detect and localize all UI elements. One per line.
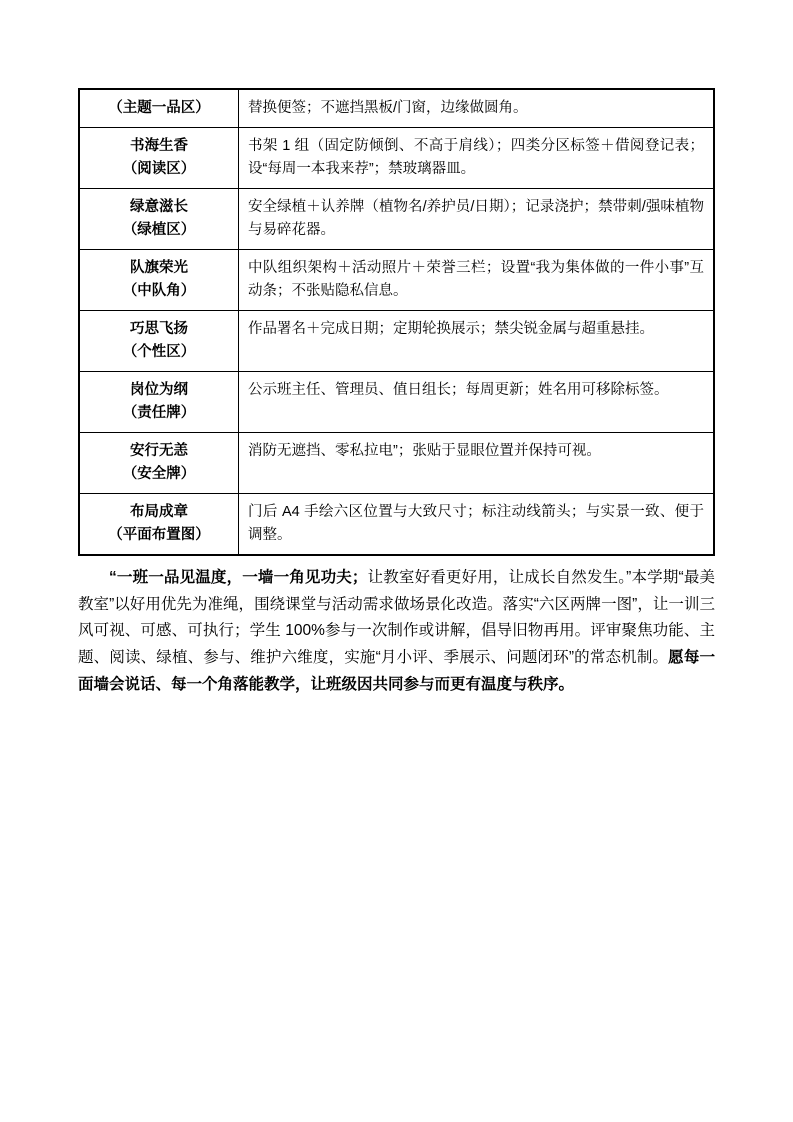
zone-name-line2: （个性区）	[122, 343, 196, 360]
table-row	[79, 128, 714, 189]
zone-desc-cell: 作品署名＋完成日期；定期轮换展示；禁尖锐金属与超重悬挂。	[239, 311, 715, 372]
zone-name-line1: 岗位为纲	[130, 382, 188, 399]
zone-name-line1: 绿意滋长	[130, 199, 188, 216]
zone-name-line2: （中队角）	[122, 282, 196, 299]
zone-desc-cell: 中队组织架构＋活动照片＋荣誉三栏；设置“我为集体做的一件小事”互动条；不张贴隐私信息。	[239, 250, 715, 311]
zone-name-line1: 布局成章	[130, 504, 188, 521]
table-body	[79, 89, 714, 555]
zone-name-cell	[79, 372, 239, 433]
table-row	[79, 372, 714, 433]
closing-bold-tail: 愿每一面墙会说话、每一个角落能教学，让班级因共同参与而更有温度与秩序。	[78, 649, 715, 693]
zone-name-cell	[79, 311, 239, 372]
table-row	[79, 433, 714, 494]
zone-desc-cell: 消防无遮挡、零私拉电”；张贴于显眼位置并保持可视。	[239, 433, 715, 494]
classroom-zone-table	[78, 88, 715, 556]
zone-name-cell	[79, 89, 239, 128]
zone-name-cell	[79, 128, 239, 189]
zone-desc-cell: 公示班主任、管理员、值日组长；每周更新；姓名用可移除标签。	[239, 372, 715, 433]
zone-name-line1: 巧思飞扬	[130, 321, 188, 338]
zone-name-line2: （平面布置图）	[108, 526, 210, 543]
table-row	[79, 311, 714, 372]
closing-normal-body: 让教室好看更好用，让成长自然发生。”本学期“最美教室”以好用优先为准绳，围绕课堂与活动需求做场景化改造。落实“六区两牌一图”，让一训三风可视、可感、可执行；学生 100%参与一次制作或讲解，倡导旧物再用。评审聚焦功能、主题、阅读、绿植、参与、维护六维度，实施“月小评、季展示、问题闭环”的常态机制。	[78, 569, 715, 666]
zone-name-line2: （绿植区）	[122, 221, 196, 238]
zone-name-line2: （安全牌）	[122, 465, 196, 482]
zone-desc-cell: 书架 1 组（固定防倾倒、不高于肩线）；四类分区标签＋借阅登记表；设“每周一本我来荐”；禁玻璃器皿。	[239, 128, 715, 189]
table-row	[79, 89, 714, 128]
closing-bold-lead: “一班一品见温度，一墙一角见功夫；	[109, 569, 368, 587]
table-row	[79, 189, 714, 250]
closing-paragraph	[78, 565, 715, 698]
zone-name-line2: （责任牌）	[122, 404, 196, 421]
zone-desc-cell: 安全绿植＋认养牌（植物名/养护员/日期）；记录浇护；禁带刺/强味植物与易碎花器。	[239, 189, 715, 250]
zone-name-line1: 安行无恙	[130, 443, 188, 460]
table-row	[79, 494, 714, 555]
zone-name-line1: 队旗荣光	[130, 260, 188, 277]
zone-desc-cell: 门后 A4 手绘六区位置与大致尺寸；标注动线箭头；与实景一致、便于调整。	[239, 494, 715, 555]
zone-name-line1: （主题一品区）	[108, 100, 210, 116]
zone-name-line1: 书海生香	[130, 138, 188, 155]
zone-name-line2: （阅读区）	[122, 160, 196, 177]
zone-name-cell	[79, 189, 239, 250]
zone-name-cell	[79, 250, 239, 311]
zone-name-cell	[79, 433, 239, 494]
zone-desc-cell: 替换便签；不遮挡黑板/门窗，边缘做圆角。	[239, 89, 715, 128]
table-row	[79, 250, 714, 311]
zone-name-cell	[79, 494, 239, 555]
